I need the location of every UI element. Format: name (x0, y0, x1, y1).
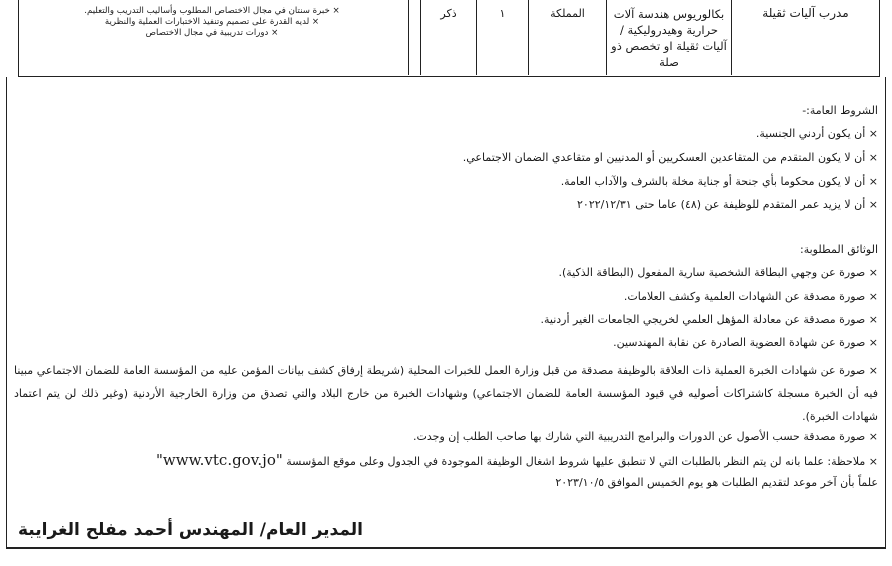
required-documents-heading: الوثائق المطلوبة: (799, 243, 878, 256)
courses-document-item: × صورة مصدقة حسب الأصول عن الدورات والبرامج التدريبية التي شارك بها صاحب الطلب إن وجدت. (413, 430, 878, 443)
deadline-line: علماً بأن آخر موعد لتقديم الطلبات هو يوم الخميس الموافق ٢٠٢٣/١٠/٥ (555, 476, 878, 489)
location-cell: المملكة (528, 0, 606, 75)
experience-cell (19, 0, 409, 75)
job-title-cell: مدرب آليات ثقيلة (731, 0, 879, 75)
qualification-cell: بكالوريوس هندسة آلات حرارية وهيدروليكية / آليات ثقيلة او تخصص ذو صلة (606, 0, 731, 75)
signature: المدير العام/ المهندس أحمد مفلح الغرايبة (18, 520, 363, 540)
website-link[interactable]: "www.vtc.gov.jo" (156, 451, 283, 469)
count-cell: ١ (476, 0, 528, 75)
condition-item: × أن يكون أردني الجنسية. (755, 127, 878, 140)
condition-item: × أن لا يكون محكوما بأي جنحة أو جناية مخلة بالشرف والآداب العامة. (560, 175, 878, 188)
general-conditions-heading: الشروط العامة:- (802, 104, 878, 117)
gender-cell: ذكر (420, 0, 476, 75)
document-item: × صورة مصدقة عن معادلة المؤهل العلمي لخريجي الجامعات الغير أردنية. (540, 313, 878, 326)
note-line (156, 453, 878, 469)
document-item: × صورة عن شهادة العضوية الصادرة عن نقابة المهندسين. (613, 336, 878, 349)
document-item: × صورة عن وجهي البطاقة الشخصية سارية المفعول (البطاقة الذكية). (558, 266, 878, 279)
condition-item: × أن لا يكون المتقدم من المتقاعدين العسكريين أو المدنيين او متقاعدي الضمان الاجتماعي. (462, 151, 878, 164)
experience-line: × لديه القدرة على تصميم وتنفيذ الاختبارات العملية والنظرية (104, 17, 320, 27)
experience-line: × دورات تدريبية في مجال الاختصاص (145, 28, 279, 38)
experience-line: × خبرة سنتان في مجال الاختصاص المطلوب وأساليب التدريب والتعليم. (84, 6, 340, 16)
condition-item: × أن لا يزيد عمر المتقدم للوظيفة عن (٤٨) عاما حتى ٢٠٢٢/١٢/٣١ (577, 198, 878, 211)
job-table-row (18, 0, 880, 77)
note-text: × ملاحظة: علما بانه لن يتم النظر بالطلبات التي لا تنطبق عليها شروط اشغال الوظيفة الموجودة في الجدول وعلى موقع المؤسسة (286, 455, 878, 468)
experience-document-item: × صورة عن شهادات الخبرة العملية ذات العلاقة بالوظيفة مصدقة من قبل وزارة العمل للخبرات المحلية (شريطة إرفاق كشف بيانات المؤمن عليه من المؤسسة العامة للضمان الاجتماعي مبينا فيه أن الخبرة مسجلة كاشتراكات أصوليه في قيود المؤسسة العامة للضمان الاجتماعي) وشهادات الخبرة من خارج البلاد والتي تصدق من وزارة الخارجية الأردنية (وغير ذلك لن يتم اعتماد شهادات الخبرة). (14, 364, 878, 423)
document-item: × صورة مصدقة عن الشهادات العلمية وكشف العلامات. (623, 290, 878, 303)
